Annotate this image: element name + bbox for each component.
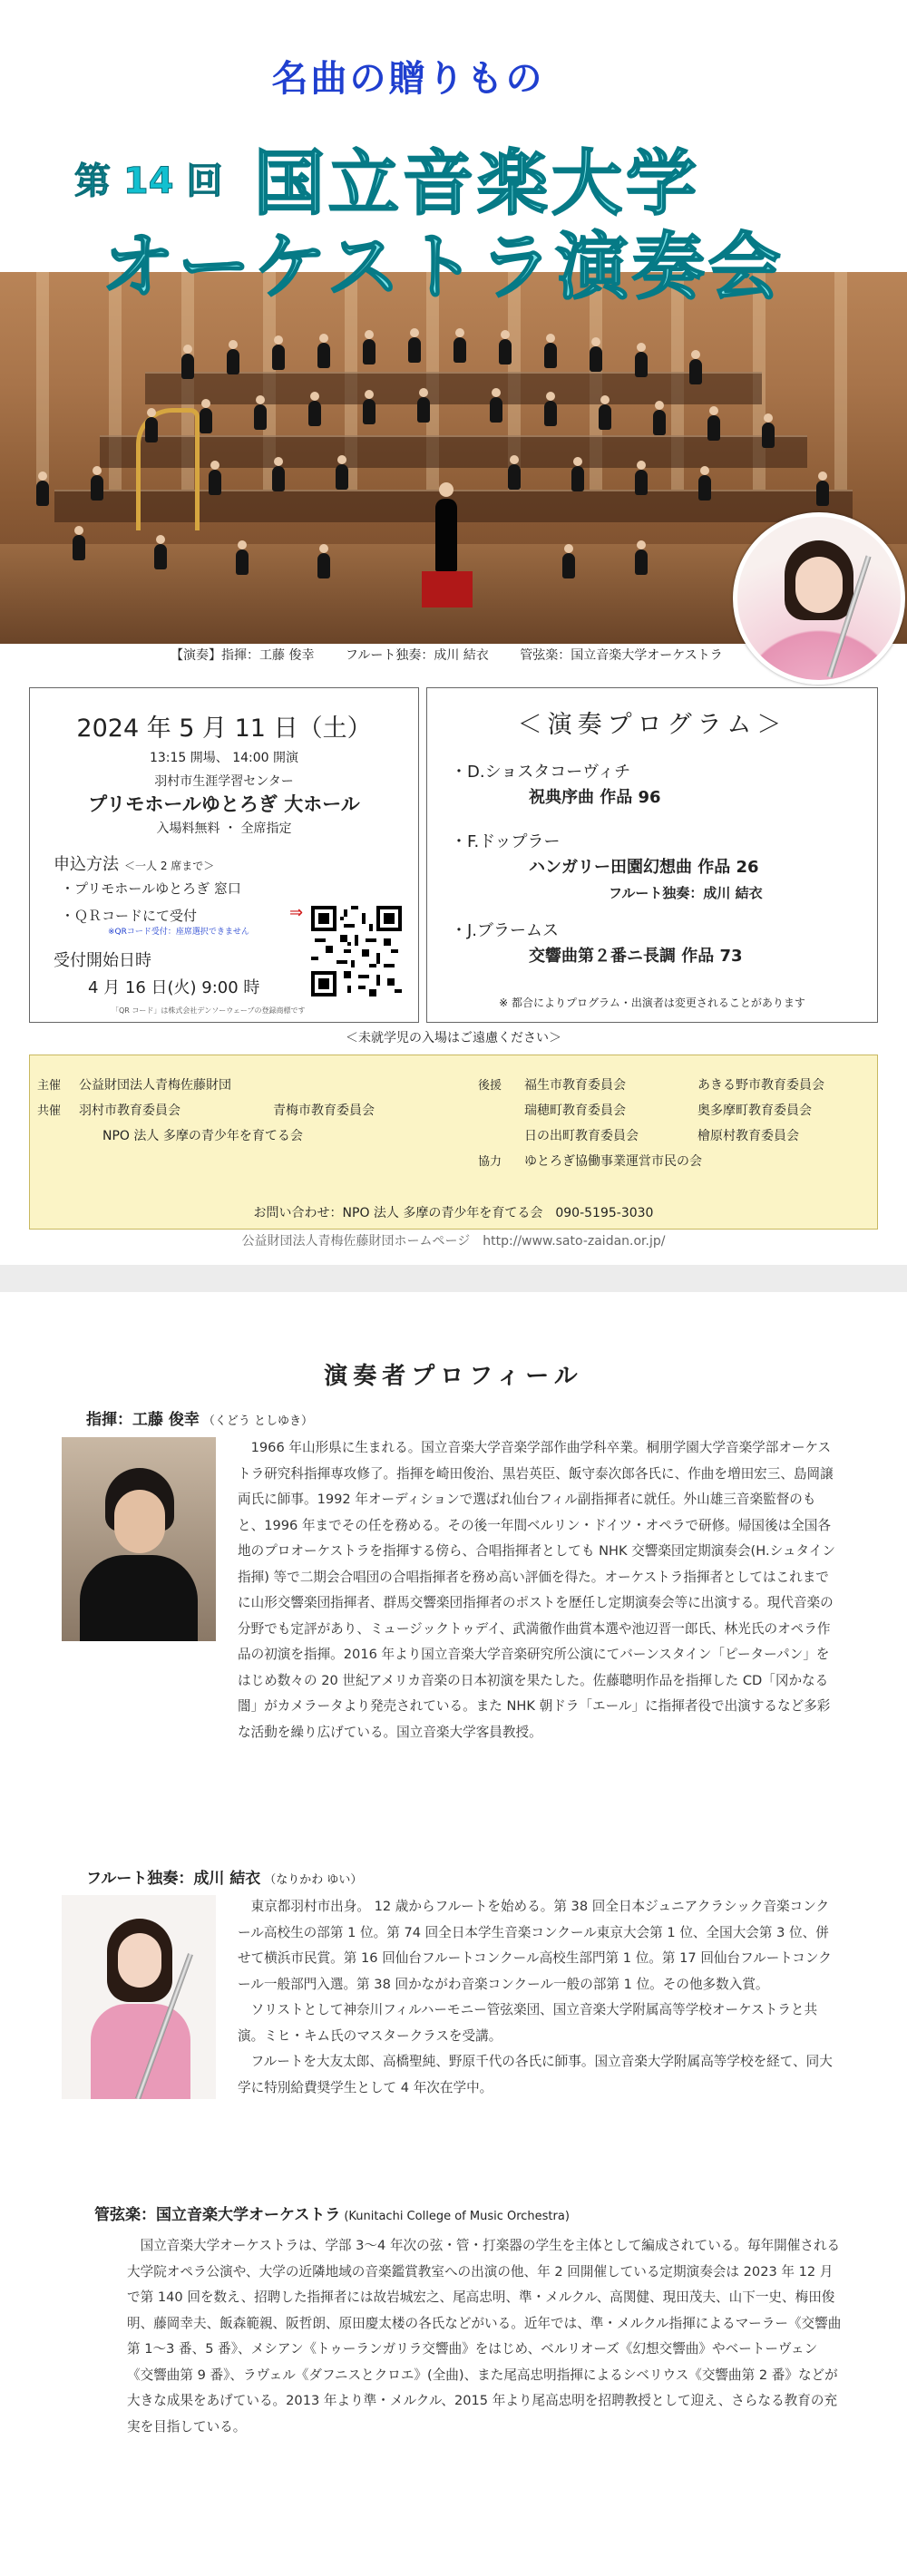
flutist-heading (86, 1865, 362, 1888)
credit-flute: フルート独奏：成川 結衣 (345, 648, 489, 663)
profile-title: 演奏者プロフィール (324, 1363, 583, 1390)
performer-credits (171, 646, 750, 664)
contact-info: お問い合わせ：NPO 法人 多摩の青少年を育てる会 090-5195-3030 (253, 1206, 654, 1220)
venue-hall: プリモホールゆとろぎ 大ホール (88, 793, 360, 815)
supporter: 檜原村教育委員会 (697, 1129, 799, 1143)
credit-conductor: 【演奏】指揮：工藤 俊幸 (171, 648, 315, 663)
program-composer: ・J.ブラームス (451, 921, 560, 940)
bio-paragraph: 1966 年山形県に生まれる。国立音楽大学音楽学部作曲学科卒業。桐朋学園大学音楽学部オーケストラ研究科指揮専攻修了。指揮を崎田俊治、黒岩英臣、飯守泰次郎各氏に、作曲を増田宏三、島岡譲両氏に師事。1992 年オーディションで選ばれ仙台フィル副指揮者に就任。外山雄三音楽監督のもと、1996 年までその任を務める。その後一年間ベルリン・ドイツ・オペラで研修。帰国後は全国各地のプロオーケストラを指揮する傍ら、合唱指揮者としても NHK 交響楽団定期演奏会(H.シュタイン指揮) 等で二期会合唱団の合唱指揮者を務め高い評価を得た。オーケストラ指揮者としてはこれまでに山形交響楽団指揮者、群馬交響楽団指揮者のポストを歴任し定期演奏会等に出演する。現代音楽の分野でも定評があり、ミュージックトゥデイ、武満徹作曲賞本選や池辺晋一郎氏、林光氏のオペラ作品の初演を指揮。2016 年より国立音楽大学音楽研究所公演にてバーンスタイン「ピーターパン」をはじめ数々の 20 世紀アメリカ音楽の日本初演を果たした。佐藤聰明作品を指揮した CD「冈かなる闇」がカメラータより発売されている。また NHK 朝ドラ「エール」に指揮者役で出演するなど多彩な活動を繰り広げている。国立音楽大学客員教授。 (238, 1440, 835, 1740)
apply-method-qr: ・ＱＲコードにて受付 (61, 908, 198, 924)
orchestra-heading (94, 2202, 570, 2224)
venue-building: 羽村市生涯学習センター (154, 774, 294, 789)
program-work: ハンガリー田園幻想曲 作品 26 (529, 858, 759, 877)
supporter: あきる野市教育委員会 (697, 1078, 824, 1093)
reception-start-date: 4 月 16 日(火) 9:00 時 (88, 978, 260, 997)
apply-heading (54, 851, 214, 875)
event-time: 13:15 開場、 14:00 開演 (149, 751, 299, 765)
conductor-role: 指揮：工藤 俊幸 (86, 1411, 200, 1429)
preschool-notice: ＜未就学児の入場はご遠慮ください＞ (346, 1031, 561, 1045)
admission-info: 入場料無料 ・ 全席指定 (156, 821, 292, 836)
reception-start-label: 受付開始日時 (54, 951, 151, 970)
orchestra-role: 管弦楽：国立音楽大学オーケストラ (94, 2206, 341, 2224)
conductor-bio (238, 1435, 836, 1745)
flutist-reading: （なりかわ ゆい） (264, 1873, 363, 1887)
co-organizer: 青梅市教育委員会 (273, 1103, 375, 1118)
sponsor-box (29, 1055, 878, 1230)
supporter: 奥多摩町教育委員会 (697, 1103, 812, 1118)
co-organizer: 羽村市教育委員会 (79, 1103, 180, 1118)
conductor-reading: （くどう としゆき） (202, 1414, 314, 1428)
bio-paragraph: フルートを大友太郎、高橋聖純、野原千代の各氏に師事。国立音楽大学附属高等学校を経て、同大学に特別給費奨学生として 4 年次在学中。 (238, 2054, 833, 2095)
organizer: 公益財団法人青梅佐藤財団 (79, 1078, 231, 1093)
flutist-role: フルート独奏：成川 結衣 (86, 1870, 261, 1888)
orchestra-bio (127, 2233, 844, 2440)
apply-label: 申込方法 (54, 855, 119, 874)
supporter: 日の出町教育委員会 (524, 1129, 639, 1143)
orchestra-english-name: (Kunitachi College of Music Orchestra) (344, 2210, 570, 2223)
program-composer: ・D.ショスタコーヴィチ (451, 763, 631, 782)
conductor-photo (62, 1437, 216, 1641)
co-organizer-label: 共催 (37, 1104, 62, 1118)
credit-orchestra: 管弦楽：国立音楽大学オーケストラ (520, 648, 723, 663)
profile-page (0, 1292, 907, 2576)
support-label: 後援 (478, 1079, 502, 1093)
supporter: 福生市教育委員会 (524, 1078, 626, 1093)
flutist-photo (62, 1895, 216, 2099)
supporter: 瑞穂町教育委員会 (524, 1103, 626, 1118)
flyer-page (0, 0, 907, 1265)
co-organizer: NPO 法人 多摩の青少年を育てる会 (102, 1129, 303, 1143)
bio-paragraph: ソリストとして神奈川フィルハーモニー管弦楽団、国立音楽大学附属高等学校オーケストラと共演。ミヒ・キム氏のマスタークラスを受講。 (238, 2002, 818, 2044)
program-composer: ・F.ドップラー (451, 832, 561, 851)
organizer-label: 主催 (37, 1079, 62, 1093)
qr-trademark-note: 「QR コード」は株式会社デンソーウェーブの登録商標です (112, 1006, 306, 1015)
cooperate-label: 協力 (478, 1155, 502, 1169)
apply-method-window: ・プリモホールゆとろぎ 窓口 (61, 880, 241, 897)
flutist-bio (238, 1894, 836, 2101)
program-work: 交響曲第２番ニ長調 作品 73 (529, 947, 743, 966)
concert-title-line2: オーケストラ演奏会 (102, 225, 785, 309)
bio-paragraph: 東京都羽村市出身。 12 歳からフルートを始める。第 38 回全日本ジュニアクラシック音楽コンクール高校生の部第 1 位。第 74 回全日本学生音楽コンクール東京大会第 1 位、全国大会第 3 位、併せて横浜市民賞。第 16 回仙台フルートコンクール高校生部門第 1 位。第 17 回仙台フルートコンクール一般部門入選。第 38 回かながわ音楽コンクール一般の部第 1 位。その他多数入賞。 (238, 1899, 832, 1992)
program-box (426, 687, 878, 1023)
program-change-note: ※ 都合によりプログラム・出演者は変更されることがあります (499, 996, 805, 1009)
apply-limit: ＜一人 2 席まで＞ (124, 860, 215, 872)
concert-title-line1: 国立音楽大学 (254, 143, 701, 225)
event-info-box (29, 687, 419, 1023)
arrow-right-icon: ⇒ (289, 903, 304, 922)
bio-paragraph: 国立音楽大学オーケストラは、学部 3～4 年次の弦・管・打楽器の学生を主体として編成されている。毎年開催される大学院オペラ公演や、大学の近隣地域の音楽鑑賞教室への出演の他、年 2 回開催している定期演奏会は 2023 年 12 月で第 140 回を数え、招聘した指揮者には故岩城宏之、尾高忠明、準・メルクル、高関健、現田茂夫、山下一史、梅田俊明、藤岡幸夫、飯森範親、阪哲朗、原田慶太楼の各氏などがいる。近年では、準・メルクル指揮によるマーラー《交響曲 第 1～3 番、5 番》、メシアン《トゥーランガリラ交響曲》をはじめ、ベルリオーズ《幻想交響曲》やベートーヴェン《交響曲第 9 番》、ラヴェル《ダフニスとクロエ》(全曲)、また尾高忠明指揮によるシベリウス《交響曲第 2 番》などが大きな成果をあげている。2013 年より準・メルクル、2015 年より尾高忠明を招聘教授として迎え、さらなる教育の充実を目指している。 (127, 2238, 842, 2435)
program-work: 祝典序曲 作品 96 (529, 788, 661, 807)
program-title: ＜演奏プログラム＞ (517, 711, 787, 739)
qr-seat-note: ※QRコード受付：座席選択できません (108, 928, 249, 937)
foundation-homepage: 公益財団法人青梅佐藤財団ホームページ http://www.sato-zaidan.or.jp/ (241, 1234, 666, 1249)
flutist-portrait (733, 512, 905, 685)
conductor-heading (86, 1406, 313, 1429)
event-date: 2024 年 5 月 11 日（土） (76, 714, 372, 743)
edition-label: 第 14 回 (74, 160, 223, 202)
cooperator: ゆとろぎ協働事業運営市民の会 (524, 1154, 702, 1169)
series-title: 名曲の贈りもの (271, 58, 545, 100)
qr-code[interactable] (311, 906, 402, 996)
program-soloist: フルート独奏：成川 結衣 (609, 885, 763, 901)
